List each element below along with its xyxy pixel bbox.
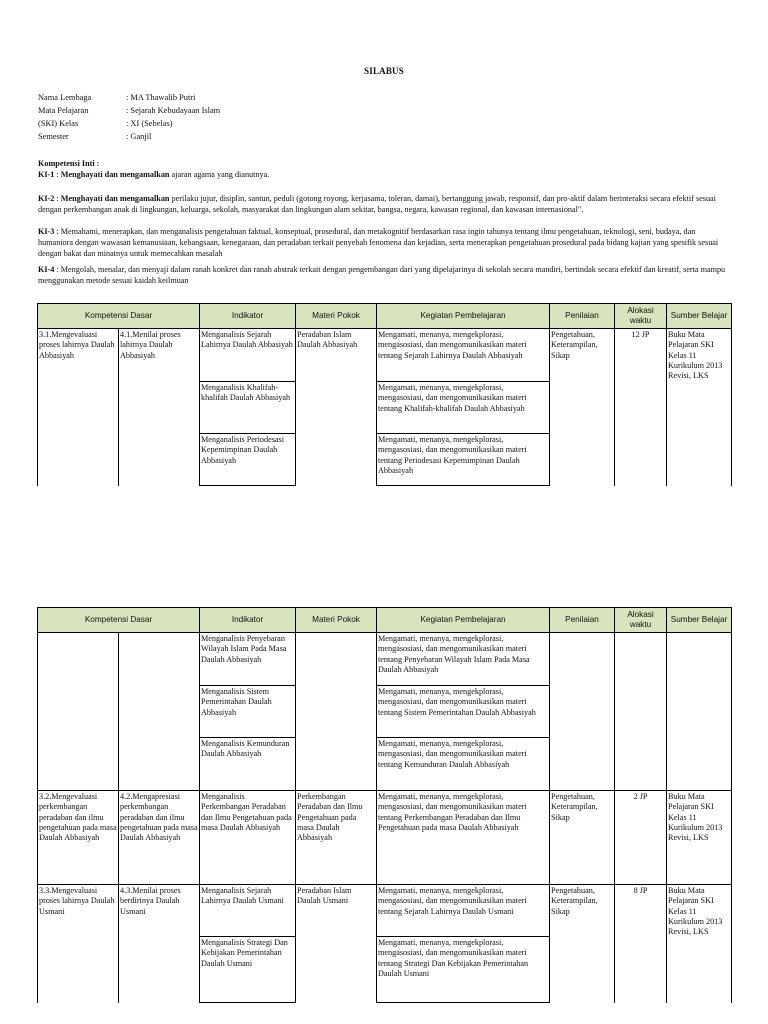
document-title: SILABUS — [364, 66, 404, 76]
header-kegiatan: Kegiatan Pembelajaran — [377, 608, 550, 633]
kd4-cell: 4.3.Menilai proses berdirinya Daulah Usmani — [119, 885, 200, 1004]
meta-row — [38, 130, 220, 143]
ki-1: KI-1 : Menghayati dan mengamalkan ajaran agama yang dianutnya. — [38, 170, 270, 179]
indikator-cell: Menganalisis Perkembangan Peradaban dan Ilmu Pengetahuan pada masa Daulah Abbasiyah — [200, 791, 296, 885]
ki-heading — [38, 158, 730, 169]
kegiatan-cell: Mengamati, menanya, mengekplorasi, mengasosiasi, dan mengomunikasikan materi tentang Perkembangan Peradaban dan Ilmu Pengetahuan pada masa Daulah Abbasiyah — [377, 791, 550, 885]
ki-bold-text: Menghayati dan mengamalkan — [60, 170, 170, 179]
meta-value: : MA Thawalib Putri — [126, 93, 196, 102]
penilaian-cell: Pengetahuan, Keterampilan, Sikap — [550, 885, 615, 1004]
meta-key: Nama Lembaga — [38, 93, 92, 102]
table-row — [38, 633, 732, 791]
alokasi-cell: 8 JP — [615, 885, 667, 1004]
header-materi: Materi Pokok — [296, 608, 377, 633]
indikator-item: Menganalisis Khalifah-khalifah Daulah Abbasiyah — [200, 382, 295, 434]
penilaian-cell: Pengetahuan, Keterampilan, Sikap — [550, 791, 615, 885]
kegiatan-item: Mengamati, menanya, mengekplorasi, mengasosiasi, dan mengomunikasikan materi tentang Periodesasi Kepemimpinan Daulah Abbasiyah — [377, 434, 549, 486]
alokasi-cell: 2 JP — [615, 791, 667, 885]
materi-cell: Perkembangan Peradaban dan Ilmu Pengetahuan pada masa Daulah Abbasiyah — [296, 791, 377, 885]
sumber-cell: Buku Mata Pelajaran SKI Kelas 11 Kurikulum 2013 Revisi, LKS — [667, 791, 732, 885]
header-materi: Materi Pokok — [296, 304, 377, 329]
header-alokasi: Alokasi waktu — [615, 608, 667, 633]
ki-heading-text: Kompetensi Inti : — [38, 159, 100, 168]
kd3-cell: 3.1.Mengevaluasi proses lahirnya Daulah Abbasiyah — [38, 329, 119, 487]
header-penilaian: Penilaian — [550, 304, 615, 329]
header-sumber: Sumber Belajar — [667, 608, 732, 633]
kegiatan-item: Mengamati, menanya, mengekplorasi, mengasosiasi, dan mengomunikasikan materi tentang Sejarah Lahirnya Daulah Usmani — [377, 885, 549, 937]
ki-label: KI-4 — [38, 265, 55, 274]
kd3-cell: 3.3.Mengevaluasi proses lahirnya Daulah Usmani — [38, 885, 119, 1004]
sumber-cell: Buku Mata Pelajaran SKI Kelas 11 Kurikulum 2013 Revisi, LKS — [667, 329, 732, 487]
header-kegiatan: Kegiatan Pembelajaran — [377, 304, 550, 329]
identity-block — [38, 91, 220, 143]
indikator-cell — [200, 633, 296, 791]
kegiatan-item: Mengamati, menanya, mengekplorasi, mengasosiasi, dan mengomunikasikan materi tentang Kemunduran Daulah Abbasiyah — [378, 739, 527, 769]
header-indikator: Indikator — [200, 608, 296, 633]
ki-text: perilaku jujur, disiplin, santun, peduli (gotong royong, kerjasama, toleran, damai), bertanggung jawab, responsif, dan pro-aktif dalam berinteraksi secara efektif sesuai dengan perkembangan anak di lingkungan, keluarga, sekolah, masyarakat dan lingkungan alam sekitar, bangsa, negara, kawasan regional, dan kawasan internasional". — [38, 194, 716, 214]
ki-text: ajaran agama yang dianutnya. — [169, 170, 270, 179]
materi-cell: Peradaban Islam Daulah Usmani — [296, 885, 377, 1004]
meta-key: Semester — [38, 132, 69, 141]
meta-value: : Sejarah Kebudayaan Islam — [126, 106, 221, 115]
sumber-cell — [667, 633, 732, 791]
kegiatan-item: Mengamati, menanya, mengekplorasi, mengasosiasi, dan mengomunikasikan materi tentang Sistem Pemerintahan Daulah Abbasiyah — [377, 686, 549, 738]
table-header-row — [38, 608, 732, 633]
header-indikator: Indikator — [200, 304, 296, 329]
ki-bold-text: Menghayati dan mengamalkan — [60, 194, 170, 203]
meta-key: Mata Pelajaran — [38, 106, 89, 115]
kegiatan-item: Mengamati, menanya, mengekplorasi, mengasosiasi, dan mengomunikasikan materi tentang Sejarah Lahirnya Daulah Abbasiyah — [377, 329, 549, 382]
kd3-cell: 3.2.Mengevaluasi perkembangan peradaban dan ilmu pengetahuan pada masa Daulah Abbasiyah — [38, 791, 119, 885]
table-header-row — [38, 304, 732, 329]
ki-text: Mengolah, menalar, dan menyaji dalam ranah konkret dan ranah abstrak terkait dengan pengembangan dari yang dipelajarinya di sekolah secara mandiri, bertindak secara efektif dan kreatif, serta mampu menggunakan metode sesuai kaidah keilmuan — [38, 265, 726, 285]
indikator-item: Menganalisis Strategi Dan Kebijakan Pemerintahan Daulah Usmani — [200, 937, 295, 1003]
kegiatan-item: Mengamati, menanya, mengekplorasi, mengasosiasi, dan mengomunikasikan materi tentang Penyebaran Wilayah Islam Pada Masa Daulah Abbasiyah — [377, 633, 549, 686]
header-sumber: Sumber Belajar — [667, 304, 732, 329]
ki-4: KI-4 : Mengolah, menalar, dan menyaji dalam ranah konkret dan ranah abstrak terkait dengan pengembangan dari yang dipelajarinya di sekolah secara mandiri, bertindak secara efektif dan kreatif, serta mampu menggunakan metode sesuai kaidah keilmuan — [38, 265, 726, 285]
header-kd: Kompetensi Dasar — [38, 304, 200, 329]
indikator-item: Menganalisis Sistem Pemerintahan Daulah Abbasiyah — [200, 686, 295, 738]
ki-label: KI-3 — [38, 227, 55, 236]
ki-label: KI-2 — [38, 194, 55, 203]
kd4-cell: 4.2.Mengapresiasi perkembangan peradaban dan ilmu pengetahuan pada masa Daulah Abbasiyah — [119, 791, 200, 885]
ki-label: KI-1 — [38, 170, 55, 179]
kd3-cell — [38, 633, 119, 791]
kd4-cell: 4.1.Menilai proses lahirnya Daulah Abbasiyah — [119, 329, 200, 487]
kegiatan-cell — [377, 633, 550, 791]
materi-cell — [296, 633, 377, 791]
header-penilaian: Penilaian — [550, 608, 615, 633]
syllabus-table-1 — [37, 303, 732, 486]
table-row — [38, 791, 732, 885]
syllabus-table-2 — [37, 607, 732, 1003]
kegiatan-item: Mengamati, menanya, mengekplorasi, mengasosiasi, dan mengomunikasikan materi tentang Strategi Dan Kebijakan Pemerintahan Daulah Usmani — [377, 937, 549, 1003]
kegiatan-cell — [377, 885, 550, 1004]
kegiatan-item: Mengamati, menanya, mengekplorasi, mengasosiasi, dan mengomunikasikan materi tentang Khalifah-khalifah Daulah Abbasiyah — [377, 382, 549, 434]
header-alokasi: Alokasi waktu — [615, 304, 667, 329]
penilaian-cell: Pengetahuan, Keterampilan, Sikap — [550, 329, 615, 487]
ki-3: KI-3 : Memahami, menerapkan, dan menganalisis pengetahuan faktual, konseptual, prosedural, dan metakognitif berdasarkan rasa ingin tahunya tentang ilmu pengetahuan, teknologi, seni, budaya, dan humaniora dengan wawasan kemanusiaan, kebangsaan, kenegaraan, dan peradaban terkait penyebab fenomena dan kejadian, serta menerapkan pengetahuan prosedural pada bidang kajian yang spesifik sesuai dengan bakat dan minatnya untuk memecahkan masalah — [38, 227, 719, 258]
indikator-item: Menganalisis Sejarah Lahirnya Daulah Usmani — [200, 885, 295, 937]
kd4-cell — [119, 633, 200, 791]
meta-row — [38, 91, 220, 104]
ki-text: Memahami, menerapkan, dan menganalisis pengetahuan faktual, konseptual, prosedural, dan metakognitif berdasarkan rasa ingin tahunya tentang ilmu pengetahuan, teknologi, seni, budaya, dan humaniora dengan wawasan kemanusiaan, kebangsaan, kenegaraan, dan peradaban terkait penyebab fenomena dan kejadian, serta menerapkan pengetahuan prosedural pada bidang kajian yang spesifik sesuai dengan bakat dan minatnya untuk memecahkan masalah — [38, 227, 719, 258]
alokasi-cell — [615, 633, 667, 791]
table-row — [38, 885, 732, 1004]
meta-key: (SKI) Kelas — [38, 119, 79, 128]
meta-value: : XI (Sebelas) — [126, 119, 173, 128]
indikator-cell — [200, 329, 296, 487]
indikator-item: Menganalisis Kemunduran Daulah Abbasiyah — [201, 739, 290, 759]
kegiatan-cell — [377, 329, 550, 487]
indikator-item: Menganalisis Sejarah Lahirnya Daulah Abbasiyah — [200, 329, 295, 382]
indikator-item: Menganalisis Periodesasi Kepemimpinan Daulah Abbasiyah — [200, 434, 295, 486]
alokasi-cell: 12 JP — [615, 329, 667, 487]
ki-2: KI-2 : Menghayati dan mengamalkan perilaku jujur, disiplin, santun, peduli (gotong royong, kerjasama, toleran, damai), bertanggung jawab, responsif, dan pro-aktif dalam berinteraksi secara efektif sesuai dengan perkembangan anak di lingkungan, keluarga, sekolah, masyarakat dan lingkungan alam sekitar, bangsa, negara, kawasan regional, dan kawasan internasional". — [38, 194, 716, 214]
table-row — [38, 329, 732, 487]
sumber-cell: Buku Mata Pelajaran SKI Kelas 11 Kurikulum 2013 Revisi, LKS — [667, 885, 732, 1004]
meta-row — [38, 104, 220, 117]
indikator-item: Menganalisis Penyebaran Wilayah Islam Pada Masa Daulah Abbasiyah — [200, 633, 295, 686]
indikator-cell — [200, 885, 296, 1004]
meta-row — [38, 117, 220, 130]
meta-value: : Ganjil — [126, 132, 152, 141]
materi-cell: Peradaban Islam Daulah Abbasiyah — [296, 329, 377, 487]
penilaian-cell — [550, 633, 615, 791]
header-kd: Kompetensi Dasar — [38, 608, 200, 633]
